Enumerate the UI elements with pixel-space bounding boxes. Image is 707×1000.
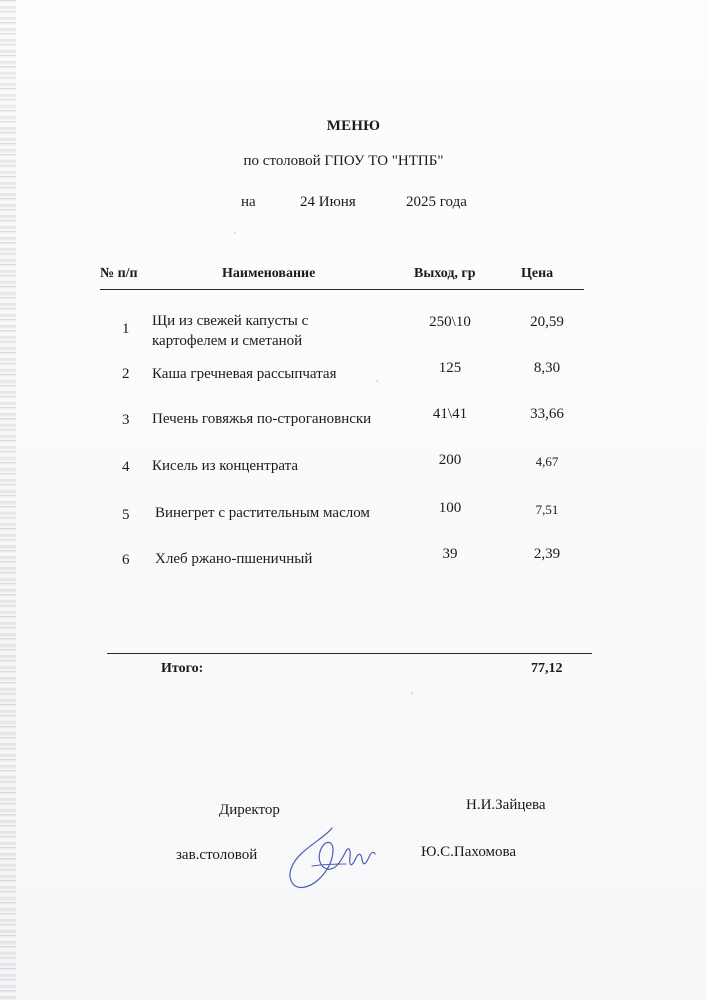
dish-yield: 39	[442, 546, 458, 562]
document-title: МЕНЮ	[326, 118, 381, 134]
dish-name: Каша гречневая рассыпчатая	[152, 366, 337, 382]
dish-name-line: Щи из свежей капусты с	[152, 313, 309, 329]
dish-name: Печень говяжья по-строгановнски	[152, 411, 372, 427]
dish-name: Винегрет с растительным маслом	[155, 505, 370, 521]
column-header-yield: Выход, гр	[414, 266, 476, 281]
date-day: 24 Июня	[300, 194, 356, 210]
row-number: 3	[122, 412, 130, 428]
dish-price: 7,51	[535, 502, 559, 517]
column-header-price: Цена	[521, 266, 554, 281]
scan-edge-artifact	[0, 0, 16, 1000]
signature-icon	[284, 822, 376, 894]
dish-yield: 125	[438, 360, 462, 376]
row-number: 4	[122, 459, 130, 475]
table-header-divider	[100, 289, 584, 290]
scan-dot	[376, 380, 378, 382]
row-number: 2	[122, 366, 130, 382]
dish-name: Кисель из концентрата	[152, 458, 298, 474]
total-label: Итого:	[161, 661, 204, 676]
canteen-role: зав.столовой	[176, 847, 258, 863]
dish-name-line: картофелем и сметаной	[152, 333, 303, 349]
dish-price: 8,30	[533, 360, 561, 376]
row-number: 6	[122, 552, 130, 568]
column-header-number: № п/п	[100, 266, 138, 281]
director-name: Н.И.Зайцева	[466, 797, 546, 813]
director-role: Директор	[219, 802, 280, 818]
row-number: 5	[122, 507, 130, 523]
scan-dot	[411, 692, 413, 694]
row-number: 1	[122, 321, 130, 337]
canteen-name: Ю.С.Пахомова	[421, 844, 517, 860]
total-divider	[107, 653, 592, 654]
document-subtitle: по столовой ГПОУ ТО "НТПБ"	[243, 153, 444, 169]
total-value: 77,12	[531, 661, 563, 676]
dish-name	[152, 311, 308, 351]
dish-yield: 100	[438, 500, 462, 516]
date-year: 2025 года	[406, 194, 467, 210]
dish-yield: 250\10	[429, 314, 471, 330]
dish-price: 4,67	[535, 454, 559, 469]
dish-name: Хлеб ржано-пшеничный	[155, 551, 313, 567]
dish-yield: 41\41	[432, 406, 468, 422]
scan-dot	[234, 232, 236, 234]
dish-price: 2,39	[533, 546, 561, 562]
dish-price: 33,66	[530, 406, 564, 422]
column-header-name: Наименование	[222, 266, 316, 281]
date-prefix: на	[241, 194, 256, 210]
dish-yield: 200	[438, 452, 462, 468]
dish-price: 20,59	[530, 314, 564, 330]
